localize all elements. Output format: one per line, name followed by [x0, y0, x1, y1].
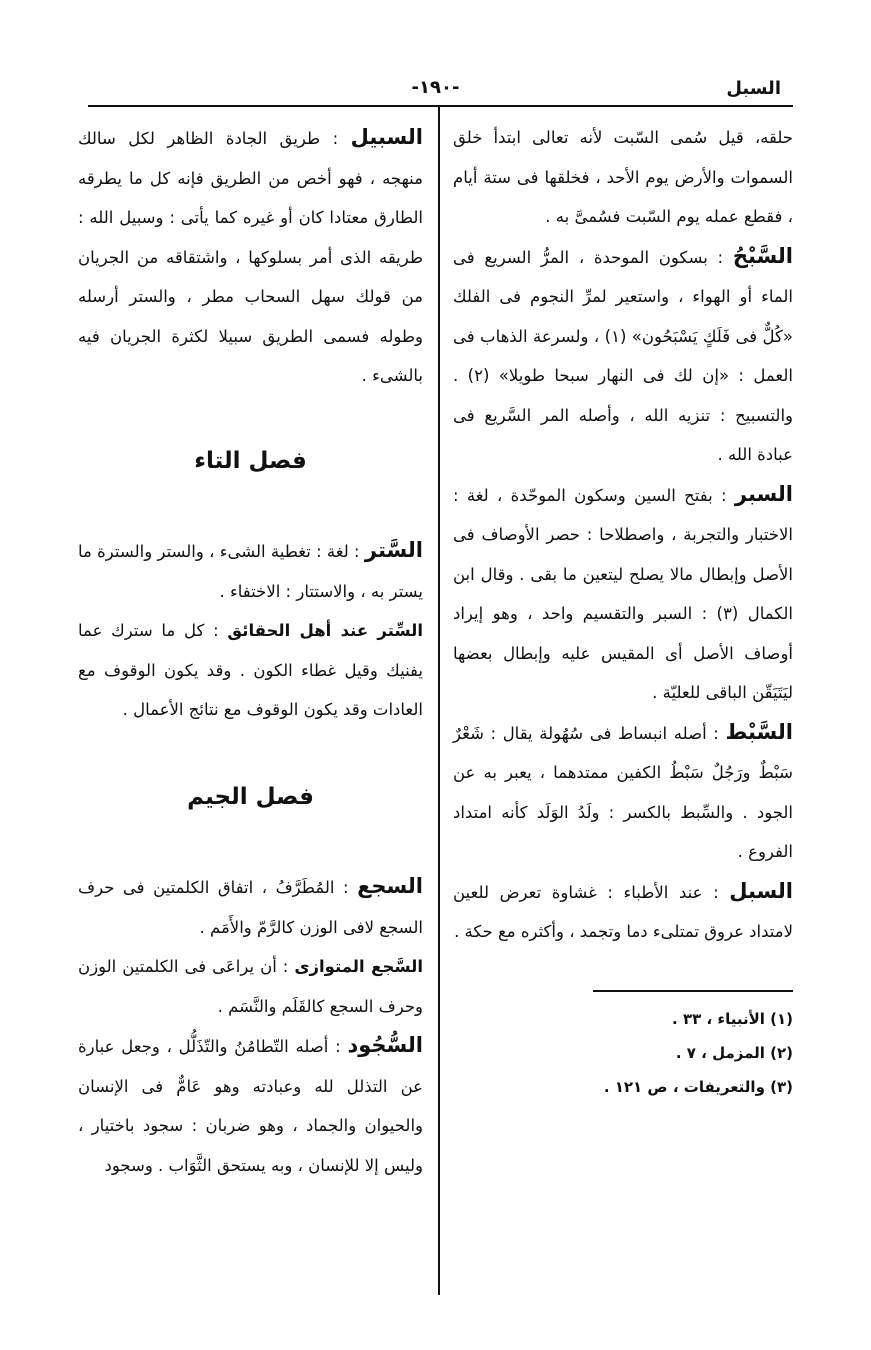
column-divider — [438, 107, 440, 1295]
entry-saj-mutawazi — [78, 947, 423, 1026]
entry-term: السُّجُود — [347, 1033, 423, 1057]
entry-sabh — [453, 237, 793, 475]
continuation-paragraph: حلقه، قيل سُمى السّبت لأنه تعالى ابتدأ خلق السموات والأرض يوم الأحد ، فخلقها فى ستة أيام ، فقطع عمله يوم السّبت فسُمىَّ به . — [453, 128, 793, 226]
header-rule — [88, 105, 793, 107]
footnote-rule — [593, 990, 793, 992]
entry-sujud — [78, 1026, 423, 1185]
footnote-3: (٣) والتعريفات ، ص ١٢١ . — [603, 1077, 793, 1096]
entry-text: : المُطَرَّفُ ، اتفاق الكلمتين فى حرف السجع لافى الوزن كالرَّمّ والأَمَم . — [78, 878, 423, 937]
section-heading-jim: فصل الجيم — [187, 783, 314, 810]
entry-sitr-haqaiq — [78, 611, 423, 730]
entry-saj — [78, 867, 423, 947]
right-column — [453, 118, 793, 1104]
entry-term: السبل — [729, 878, 793, 903]
entry-text: : كل ما سترك عما يفنيك وقيل غطاء الكون . وقد يكون الوقوف مع العادات وقد يكون الوقوف مع نتائج الأعمال . — [78, 621, 423, 719]
entry-text: : بسكون الموحدة ، المرُّ السريع فى الماء أو الهواء ، واستعير لمرِّ النجوم فى الفلك «كُلٌّ فى فَلَكٍ يَسْبَحُون» (١) ، ولسرعة الذهاب فى العمل : «إن لك فى النهار سبحا طويلا» (٢) . والتسبيح : تنزيه الله ، وأصله المر السَّريع فى عبادة الله . — [453, 247, 793, 464]
left-column — [78, 118, 423, 1185]
footnote-2: (٢) المزمل ، ٧ . — [675, 1043, 793, 1062]
entry-subterm: السِّتر عند أهل الحقائق — [227, 621, 423, 640]
footnote-1: (١) الأنبياء ، ٣٣ . — [672, 1009, 793, 1028]
entry-term: السَّبْط — [725, 719, 793, 744]
entry-text: : أصله التّطامُنُ والتّذَلُّل ، وجعل عبارة عن التذلل لله وعبادته وهو عَامٌّ فى الإنسان والحيوان والجماد ، وهو ضربان : سجود باختيار ، وليس إلا للإنسان ، وبه يستحق الثَّوَاب . وسجود — [78, 1037, 423, 1175]
entry-text: : أن يراعَى فى الكلمتين الوزن وحرف السجع كالقَلَم والنَّسَم . — [78, 957, 423, 1016]
entry-term: السَّتر — [364, 538, 423, 562]
entry-sabil — [78, 118, 423, 396]
entry-sabr — [453, 475, 793, 713]
footnotes — [453, 1002, 793, 1104]
entry-term: السبيل — [350, 125, 423, 149]
entry-term: السبر — [734, 481, 793, 506]
entry-text: : بفتح السين وسكون الموحّدة ، لغة : الاختبار والتجربة ، واصطلاحا : حصر الأوصاف فى الأصل وإبطال مالا يصلح ليتعين ما بقى . وقال ابن الكمال (٣) : السبر والتقسيم واحد ، وهو إيراد أوصاف الأصل أى المقيس عليه وإبطال بعضها ليَتَيَقّن الباقى للعليّة . — [453, 485, 793, 702]
section-heading-taa: فصل التاء — [194, 447, 307, 474]
entry-subterm: السَّجع المتوازى — [294, 957, 423, 976]
running-header-word: السبل — [726, 78, 781, 99]
entry-term: السَّبْحُ — [732, 243, 793, 268]
entry-text: : أصله انبساط فى سُهُولة يقال : شَعْرٌ سَبْطٌ ورَجُلٌ سَبْطُ الكفين ممتدهما ، يعبر به عن الجود . والسِّبط بالكسر : ولَدُ الوَلَد كأنه امتداد الفروع . — [453, 723, 793, 861]
page-number: -١٩٠- — [411, 77, 460, 98]
entry-satr — [78, 531, 423, 611]
entry-text: : عند الأطباء : غشاوة تعرض للعين لامتداد عروق تمتلىء دما وتجمد ، وأكثره مع حكة . — [453, 882, 793, 941]
entry-term: السجع — [357, 874, 423, 898]
entry-text: : طريق الجادة الظاهر لكل سالك منهجه ، فهو أخص من الطريق فإنه كل ما يطرقه الطارق معتادا كان أو غيره كما يأتى : وسبيل الله : طريقه الذى أمر بسلوكها ، واشتقاقه من الجريان من قولك سهل السحاب مطر ، والستر أرسله وطوله فسمى الطريق سبيلا لكثرة الجريان فيه بالشىء . — [78, 129, 423, 385]
entry-sabal — [453, 872, 793, 952]
entry-sabt — [453, 713, 793, 872]
entry-text: : لغة : تغطية الشىء ، والستر والسترة ما يستر به ، والاستتار : الاختفاء . — [78, 542, 423, 601]
